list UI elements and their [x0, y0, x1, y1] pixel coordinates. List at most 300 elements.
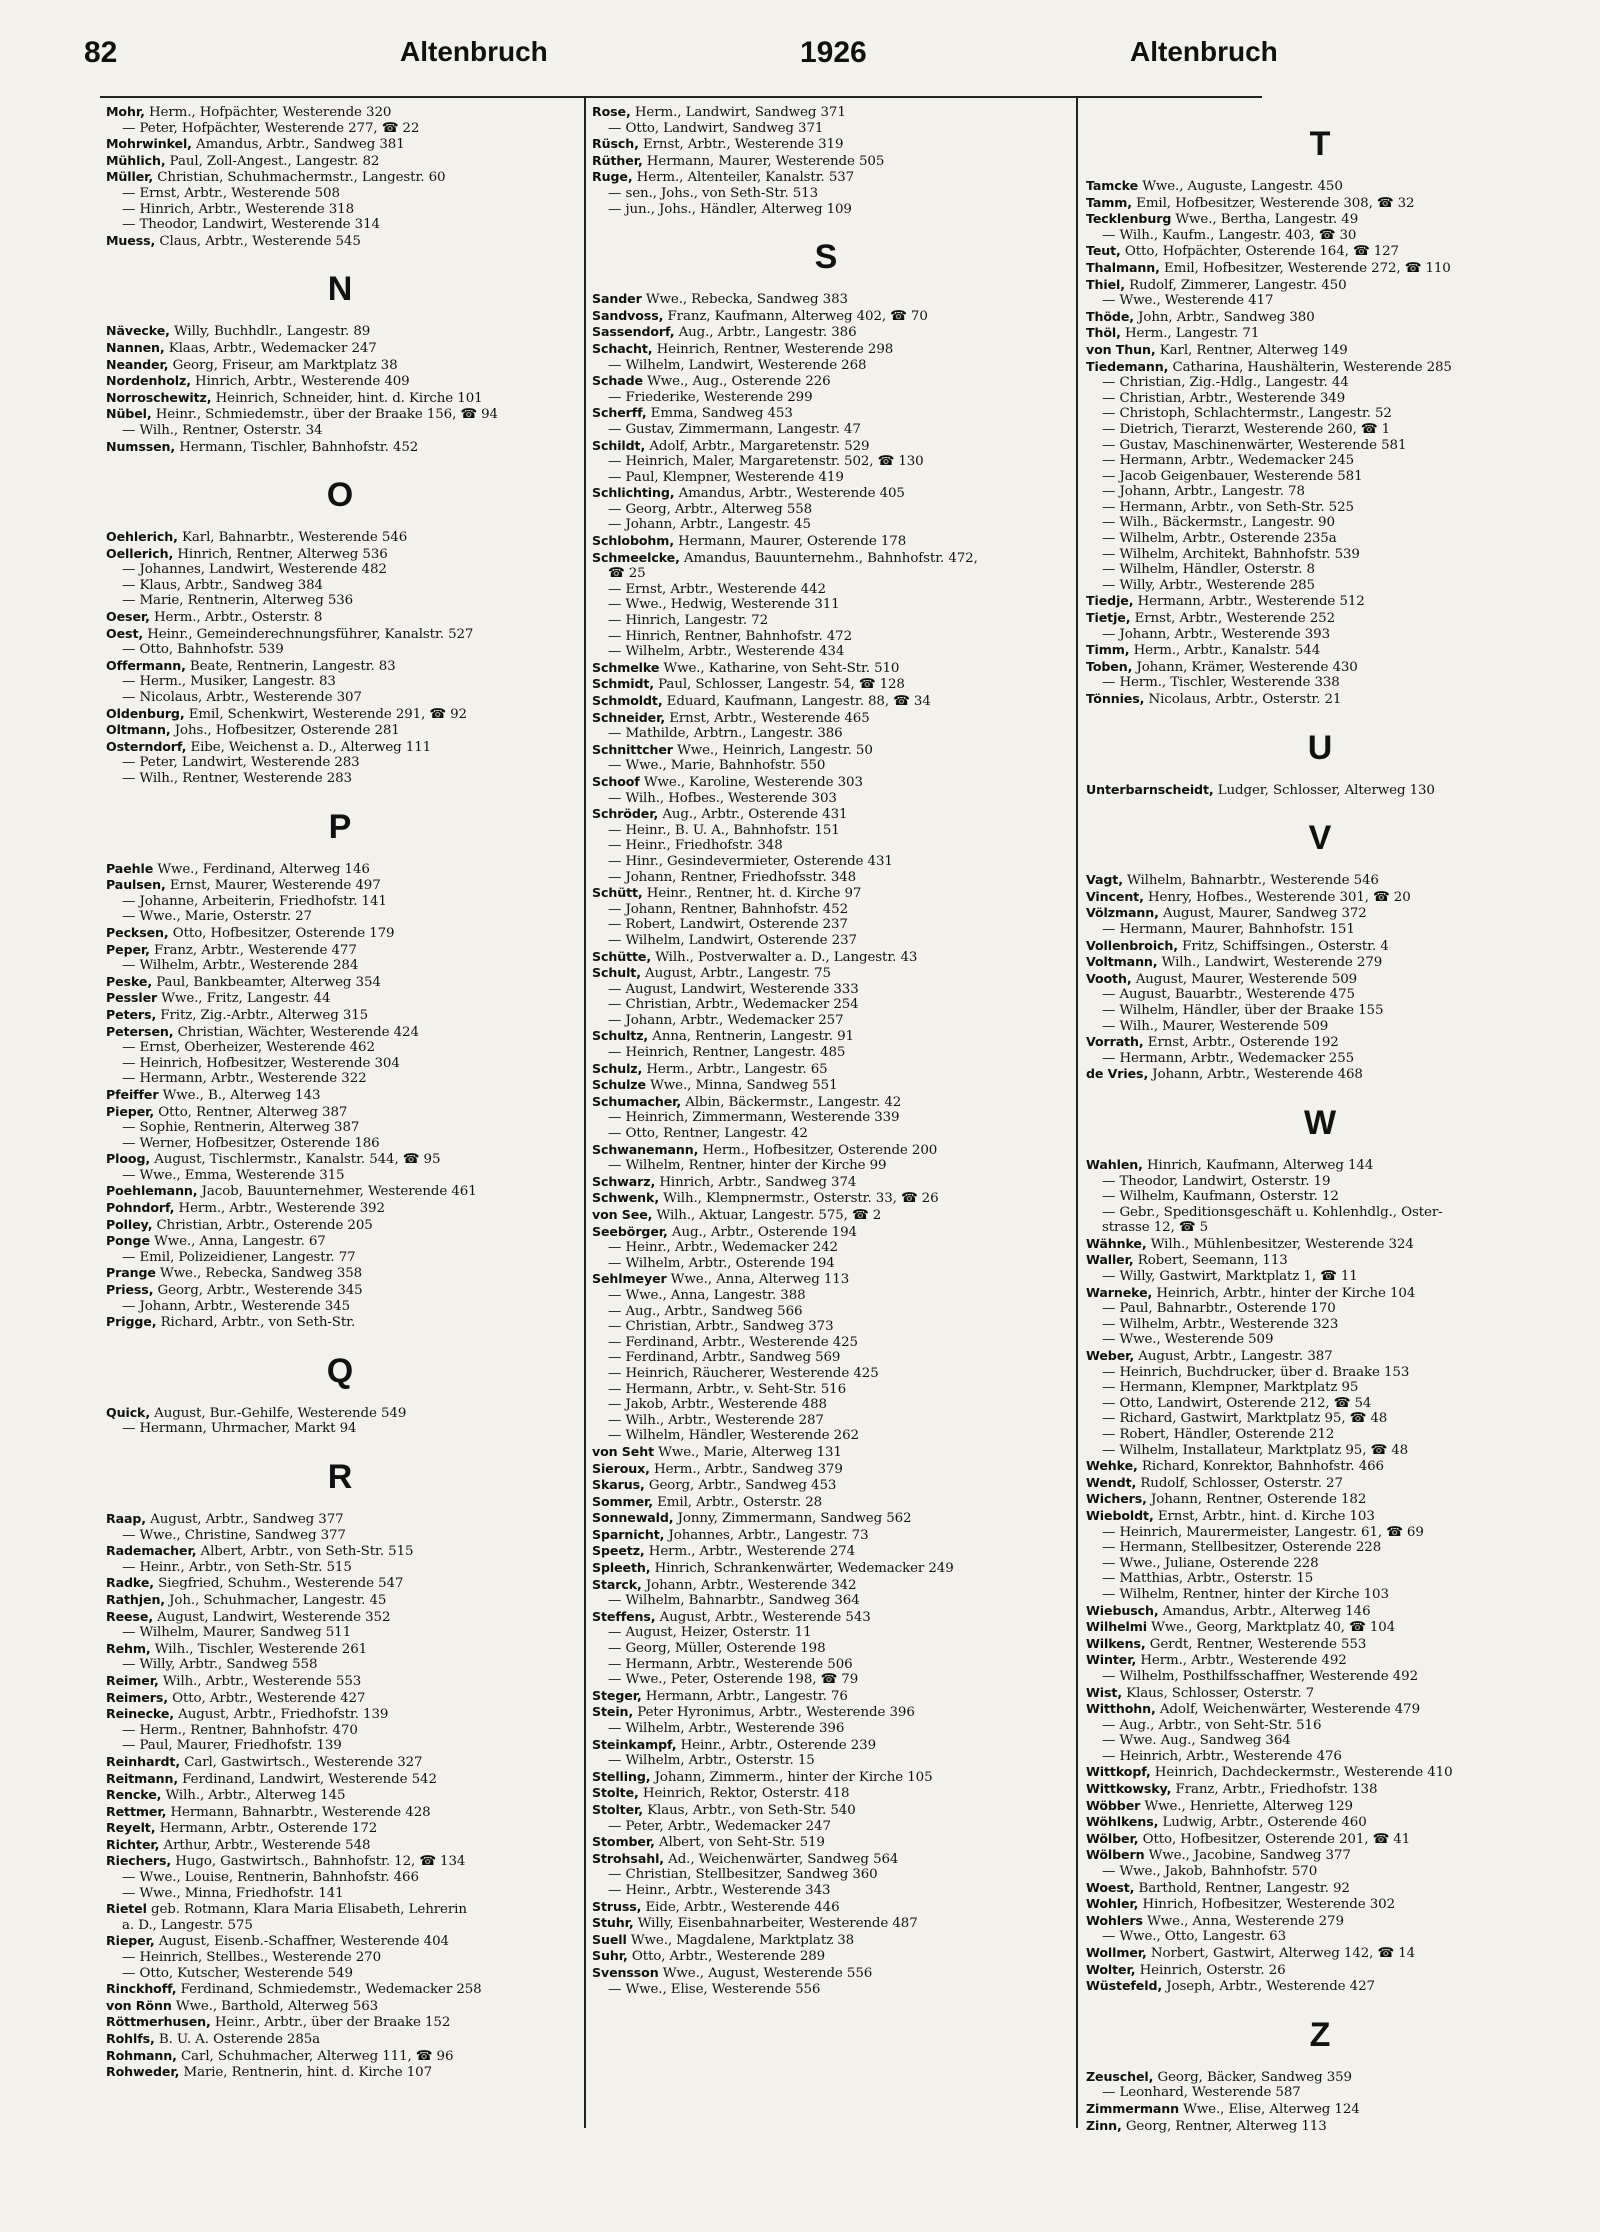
directory-entry	[1086, 1157, 1554, 1174]
directory-entry	[592, 153, 1060, 170]
directory-entry	[592, 1527, 1060, 1544]
entry-surname: Wöbber	[1086, 1797, 1141, 1813]
directory-entry	[592, 660, 1060, 677]
entry-details: Otto, Hofpächter, Osterende 164, ☎ 127	[1120, 244, 1399, 260]
entry-details: — Nicolaus, Arbtr., Westerende 307	[122, 690, 362, 706]
entry-surname: Zimmermann	[1086, 2100, 1179, 2116]
directory-entry	[106, 439, 574, 456]
directory-entry	[106, 658, 574, 675]
entry-surname: Suhr,	[592, 1948, 628, 1964]
entry-details: Wwe., Katharine, von Seht-Str. 510	[659, 660, 900, 676]
sub-entry	[106, 958, 574, 974]
directory-entry	[106, 974, 574, 991]
sub-entry	[106, 423, 574, 439]
entry-details: — Richard, Gastwirt, Marktplatz 95, ☎ 48	[1102, 1411, 1388, 1427]
entry-details: Emil, Schenkwirt, Westerende 291, ☎ 92	[184, 706, 467, 722]
sub-entry	[1086, 675, 1554, 691]
sub-entry	[592, 121, 1060, 137]
entry-details: Wilh., Postverwalter a. D., Langestr. 43	[651, 949, 918, 965]
entry-surname: Reimers,	[106, 1689, 168, 1705]
entry-details: Willy, Eisenbahnarbeiter, Westerende 487	[633, 1916, 918, 1932]
sub-entry	[106, 121, 574, 137]
entry-details: — Wilh., Maurer, Westerende 509	[1102, 1018, 1329, 1034]
sub-entry	[106, 1950, 574, 1966]
entry-details: — Wilhelm, Arbtr., Osterstr. 15	[608, 1753, 815, 1769]
entry-surname: Schulz,	[592, 1060, 643, 1076]
directory-entry	[592, 1851, 1060, 1868]
directory-entry	[592, 1224, 1060, 1241]
directory-entry	[106, 1837, 574, 1854]
entry-details: — Aug., Arbtr., Sandweg 566	[608, 1303, 803, 1319]
directory-entry	[1086, 277, 1554, 294]
entry-details: — Johann, Rentner, Bahnhofstr. 452	[608, 901, 849, 917]
section-letter-p: P	[328, 807, 352, 846]
entry-details: Anna, Rentnerin, Langestr. 91	[648, 1029, 854, 1045]
entry-details: B. U. A. Osterende 285a	[154, 2032, 321, 2047]
entry-details: Siegfried, Schuhm., Westerende 547	[153, 1576, 404, 1592]
entry-surname: Nordenholz,	[106, 373, 191, 389]
entry-details: — Marie, Rentnerin, Alterweg 536	[122, 593, 354, 609]
directory-entry	[106, 1592, 574, 1609]
entry-details: Hermann, Maurer, Osterende 178	[674, 534, 907, 550]
entry-surname: Vorrath,	[1086, 1034, 1144, 1050]
sub-entry	[592, 1413, 1060, 1429]
entry-surname: Thiel,	[1086, 276, 1125, 292]
entry-surname: Unterbarnscheidt,	[1086, 781, 1214, 797]
sub-entry	[1086, 1540, 1554, 1556]
entry-details: — Hinrich, Rentner, Bahnhofstr. 472	[608, 628, 853, 644]
sub-entry	[106, 186, 574, 202]
sub-entry	[106, 1625, 574, 1641]
entry-surname: Tietje,	[1086, 610, 1131, 626]
sub-entry	[592, 1982, 1060, 1998]
entry-details: Emil, Hofbesitzer, Westerende 272, ☎ 110	[1159, 260, 1451, 276]
sub-entry	[592, 454, 1060, 470]
sub-entry	[592, 1013, 1060, 1029]
sub-entry	[106, 202, 574, 218]
entry-details: Robert, Seemann, 113	[1133, 1253, 1288, 1269]
entry-details: — Wwe., Hedwig, Westerende 311	[608, 597, 840, 613]
entry-details: John, Arbtr., Sandweg 380	[1133, 309, 1315, 325]
directory-entry	[106, 1104, 574, 1121]
entry-details: — Otto, Bahnhofstr. 539	[122, 642, 284, 658]
entry-details: — August, Heizer, Osterstr. 11	[608, 1625, 812, 1641]
entry-details: Otto, Hofbesitzer, Osterende 179	[168, 925, 395, 941]
entry-surname: Röttmerhusen,	[106, 2014, 211, 2030]
entry-surname: Offermann,	[106, 657, 186, 673]
entry-details: — Ferdinand, Arbtr., Westerende 425	[608, 1334, 858, 1350]
entry-details: Heinr., Schmiedemstr., über der Braake 156, ☎ 94	[151, 407, 498, 423]
sub-entry	[106, 771, 574, 787]
entry-details: — Georg, Arbtr., Alterweg 558	[608, 501, 813, 517]
entry-details: Ferdinand, Schmiedemstr., Wedemacker 258	[176, 1982, 482, 1998]
directory-entry	[106, 1853, 574, 1870]
entry-surname: Paehle	[106, 860, 154, 876]
directory-entry	[592, 1899, 1060, 1916]
directory-entry	[106, 1820, 574, 1837]
sub-entry	[106, 562, 574, 578]
entry-surname: Starck,	[592, 1576, 642, 1592]
entry-surname: Rohlfs,	[106, 2031, 155, 2046]
entry-details: — Wilhelm, Arbtr., Westerende 284	[122, 958, 359, 974]
sub-entry	[1086, 391, 1554, 407]
directory-entry	[106, 1007, 574, 1024]
entry-details: — Peter, Hofpächter, Westerende 277, ☎ 22	[122, 120, 420, 136]
entry-details: Eide, Arbtr., Westerende 446	[641, 1899, 840, 1915]
entry-surname: Sieroux,	[592, 1460, 650, 1476]
entry-details: Otto, Arbtr., Westerende 427	[167, 1690, 366, 1706]
entry-surname: Pieper,	[106, 1103, 155, 1119]
directory-entry	[592, 1077, 1060, 1094]
sub-entry	[592, 1288, 1060, 1304]
directory-entry	[1086, 971, 1554, 988]
entry-details: Hinrich, Kaufmann, Alterweg 144	[1142, 1157, 1374, 1173]
entry-details: Georg, Arbtr., Sandweg 453	[644, 1478, 837, 1494]
directory-entry	[1086, 1458, 1554, 1475]
entry-details: — Wwe., Marie, Osterstr. 27	[122, 909, 312, 925]
entry-surname: Petersen,	[106, 1023, 174, 1039]
entry-details: Ernst, Arbtr., Westerende 319	[638, 137, 844, 153]
entry-surname: Peper,	[106, 941, 150, 957]
directory-entry	[106, 1200, 574, 1217]
entry-details: — Heinr., Arbtr., Wedemacker 242	[608, 1240, 838, 1256]
entry-details: August, Maurer, Sandweg 372	[1158, 906, 1367, 922]
directory-entry	[106, 722, 574, 739]
entry-surname: Rademacher,	[106, 1543, 197, 1559]
entry-details: Marie, Rentnerin, hint. d. Kirche 107	[179, 2065, 433, 2081]
entry-details: — Christian, Arbtr., Westerende 349	[1102, 390, 1346, 406]
entry-surname: Thöde,	[1086, 308, 1134, 324]
directory-entry	[1086, 1475, 1554, 1492]
entry-details: — Wilhelm, Installateur, Marktplatz 95, ☎ 48	[1102, 1442, 1409, 1458]
directory-entry	[1086, 243, 1554, 260]
entry-details: — Hermann, Klempner, Marktplatz 95	[1102, 1380, 1359, 1396]
entry-details: — Wilhelm, Landwirt, Westerende 268	[608, 357, 867, 373]
entry-details: Otto, Hofbesitzer, Osterende 201, ☎ 41	[1138, 1831, 1411, 1847]
entry-details: Wilh., Arbtr., Alterweg 145	[161, 1788, 346, 1804]
entry-details: — Wilhelm, Händler, über der Braake 155	[1102, 1002, 1384, 1018]
entry-details: — Heinr., Arbtr., Westerende 343	[608, 1882, 831, 1898]
entry-details: Albert, von Seht-Str. 519	[654, 1835, 825, 1851]
sub-entry	[106, 1168, 574, 1184]
entry-details: — Aug., Arbtr., von Seht-Str. 516	[1102, 1717, 1322, 1733]
directory-entry	[592, 1444, 1060, 1461]
entry-details: Christian, Schuhmachermstr., Langestr. 60	[153, 170, 446, 186]
entry-details: Heinrich, Arbtr., hinter der Kirche 104	[1152, 1285, 1416, 1301]
entry-surname: Steger,	[592, 1687, 642, 1703]
directory-entry	[1086, 1034, 1554, 1051]
entry-surname: Neander,	[106, 356, 169, 372]
sub-entry	[1086, 627, 1554, 643]
entry-details: — Ernst, Arbtr., Westerende 508	[122, 185, 340, 201]
entry-surname: Oehlerich,	[106, 529, 178, 545]
directory-column-2	[592, 104, 1060, 1997]
directory-entry	[592, 1704, 1060, 1721]
entry-surname: Norroschewitz,	[106, 389, 212, 405]
entry-surname: Scherff,	[592, 405, 647, 421]
entry-surname: Schneider,	[592, 709, 666, 725]
entry-details: — Heinrich, Stellbes., Westerende 270	[122, 1950, 381, 1966]
entry-surname: Prange	[106, 1265, 156, 1281]
entry-surname: Reitmann,	[106, 1770, 179, 1786]
entry-surname: Pessler	[106, 990, 158, 1006]
directory-entry	[592, 405, 1060, 422]
directory-entry	[106, 390, 574, 407]
entry-details: Wwe., August, Westerende 556	[658, 1965, 873, 1981]
sub-entry	[1086, 1556, 1554, 1572]
entry-surname: Rehm,	[106, 1640, 151, 1656]
entry-surname: Mohr,	[106, 104, 145, 119]
entry-details: Amandus, Arbtr., Sandweg 381	[191, 137, 405, 153]
entry-surname: Schwanemann,	[592, 1141, 699, 1157]
directory-entry	[592, 1737, 1060, 1754]
entry-details: — Wilhelm, Händler, Osterstr. 8	[1102, 562, 1315, 578]
entry-surname: Woest,	[1086, 1879, 1135, 1895]
directory-entry	[106, 1282, 574, 1299]
entry-surname: Stolte,	[592, 1785, 639, 1801]
entry-details: Ad., Weichenwärter, Sandweg 564	[663, 1851, 899, 1867]
entry-details: Hermann, Arbtr., Osterende 172	[155, 1821, 378, 1837]
entry-details: Herm., Landwirt, Sandweg 371	[630, 105, 846, 120]
entry-details: — Heinrich, Räucherer, Westerende 425	[608, 1365, 879, 1381]
entry-details: — Otto, Rentner, Langestr. 42	[608, 1126, 808, 1142]
entry-surname: Schwarz,	[592, 1173, 656, 1189]
directory-entry	[106, 609, 574, 626]
sub-entry	[1086, 1929, 1554, 1945]
entry-details: Claus, Arbtr., Westerende 545	[155, 233, 361, 249]
directory-entry	[106, 1217, 574, 1234]
entry-details: Johannes, Arbtr., Langestr. 73	[664, 1527, 869, 1543]
sub-entry	[1086, 1571, 1554, 1587]
directory-entry	[592, 1948, 1060, 1965]
entry-surname: Reinecke,	[106, 1706, 174, 1722]
entry-details: — Herm., Rentner, Bahnhofstr. 470	[122, 1722, 358, 1738]
entry-details: Adolf, Arbtr., Margaretenstr. 529	[645, 438, 870, 454]
entry-details: — Sophie, Rentnerin, Alterweg 387	[122, 1120, 360, 1136]
entry-surname: Skarus,	[592, 1477, 645, 1493]
entry-details: — Hermann, Maurer, Bahnhofstr. 151	[1102, 921, 1355, 937]
sub-entry	[592, 1158, 1060, 1174]
page-number: 82	[84, 36, 118, 69]
directory-entry	[106, 1998, 574, 2015]
entry-surname: Wist,	[1086, 1684, 1123, 1700]
entry-surname: Oltmann,	[106, 722, 171, 738]
entry-details: — Paul, Klempner, Westerende 419	[608, 469, 844, 485]
entry-details: Amandus, Arbtr., Westerende 405	[674, 486, 905, 502]
entry-surname: Wittkowsky,	[1086, 1781, 1172, 1797]
entry-details: — Otto, Landwirt, Osterende 212, ☎ 54	[1102, 1395, 1372, 1411]
sub-entry	[106, 593, 574, 609]
entry-details: Christian, Wächter, Westerende 424	[173, 1024, 419, 1040]
entry-details: Paul, Schlosser, Langestr. 54, ☎ 128	[653, 677, 905, 693]
entry-details: Ernst, Arbtr., Osterende 192	[1143, 1035, 1339, 1051]
entry-details: Ernst, Arbtr., Westerende 252	[1130, 611, 1336, 627]
entry-details: Johann, Krämer, Westerende 430	[1132, 659, 1358, 675]
entry-surname: Pecksen,	[106, 924, 169, 940]
entry-surname: Raap,	[106, 1511, 146, 1526]
directory-entry	[106, 233, 574, 250]
entry-details: — Wwe., Juliane, Osterende 228	[1102, 1555, 1319, 1571]
entry-details: — sen., Johs., von Seth-Str. 513	[608, 185, 819, 201]
entry-surname: Oellerich,	[106, 545, 174, 561]
entry-surname: Vagt,	[1086, 872, 1123, 888]
entry-details: Franz, Arbtr., Westerende 477	[149, 942, 357, 958]
directory-entry	[592, 676, 1060, 693]
entry-surname: Tiedje,	[1086, 593, 1134, 609]
sub-entry	[1086, 1380, 1554, 1396]
entry-surname: Schildt,	[592, 437, 646, 453]
sub-entry	[1086, 293, 1554, 309]
entry-details: Paul, Zoll-Angest., Langestr. 82	[165, 153, 380, 169]
directory-entry	[592, 1494, 1060, 1511]
entry-details: Wwe., Marie, Alterweg 131	[654, 1444, 842, 1460]
entry-surname: von See,	[592, 1207, 653, 1222]
entry-surname: Müller,	[106, 169, 154, 185]
entry-surname: Richter,	[106, 1836, 160, 1852]
entry-surname: Warneke,	[1086, 1284, 1153, 1300]
entry-details: — Johann, Rentner, Friedhofsstr. 348	[608, 869, 857, 885]
entry-details: — Georg, Müller, Osterende 198	[608, 1641, 826, 1657]
entry-details: Georg, Bäcker, Sandweg 359	[1153, 2069, 1352, 2085]
directory-entry	[1086, 2101, 1554, 2118]
entry-details: — Wwe., Louise, Rentnerin, Bahnhofstr. 466	[122, 1870, 419, 1886]
entry-details: — Emil, Polizeidiener, Langestr. 77	[122, 1249, 356, 1265]
sub-entry	[1086, 1443, 1554, 1459]
entry-details: — August, Landwirt, Westerende 333	[608, 981, 859, 997]
sub-entry	[106, 1299, 574, 1315]
entry-surname: Sehlmeyer	[592, 1271, 667, 1287]
entry-details: Wilh., Mühlenbesitzer, Westerende 324	[1146, 1236, 1414, 1252]
entry-details: Emil, Arbtr., Osterstr. 28	[652, 1494, 823, 1510]
directory-entry	[106, 990, 574, 1007]
directory-entry	[106, 1314, 574, 1331]
sub-entry	[1086, 1003, 1554, 1019]
entry-surname: Nübel,	[106, 406, 152, 422]
directory-entry	[592, 533, 1060, 550]
sub-entry	[1086, 531, 1554, 547]
sub-entry	[106, 1870, 574, 1886]
entry-details: Hinrich, Arbtr., Sandweg 374	[655, 1174, 857, 1190]
entry-details: Aug., Arbtr., Langestr. 386	[674, 325, 857, 341]
entry-details: Fritz, Schiffsingen., Osterstr. 4	[1177, 938, 1389, 954]
entry-surname: Reyelt,	[106, 1820, 156, 1836]
entry-details: Johann, Zimmerm., hinter der Kirche 105	[650, 1769, 933, 1785]
directory-entry	[106, 2014, 574, 2031]
entry-details: — Wwe., Minna, Friedhofstr. 141	[122, 1885, 344, 1901]
entry-details: Herm., Arbtr., Westerende 392	[174, 1201, 385, 1217]
sub-entry	[592, 1350, 1060, 1366]
directory-entry	[106, 1787, 574, 1804]
sub-entry	[1086, 1174, 1554, 1190]
entry-details: Albert, Arbtr., von Seth-Str. 515	[196, 1544, 414, 1560]
entry-surname: Quick,	[106, 1404, 151, 1420]
sub-entry	[106, 1056, 574, 1072]
entry-details: — Ernst, Arbtr., Westerende 442	[608, 581, 826, 597]
directory-entry	[106, 1641, 574, 1658]
sub-entry	[592, 933, 1060, 949]
directory-entry	[592, 136, 1060, 153]
entry-surname: Reese,	[106, 1608, 154, 1624]
entry-surname: de Vries,	[1086, 1066, 1149, 1082]
sub-entry	[592, 823, 1060, 839]
entry-details: — Wilh., Rentner, Osterstr. 34	[122, 422, 323, 438]
entry-details: — Heinr., Arbtr., von Seth-Str. 515	[122, 1559, 352, 1575]
sub-entry	[592, 758, 1060, 774]
entry-details: — Heinrich, Rentner, Langestr. 485	[608, 1045, 846, 1061]
directory-entry	[1086, 1252, 1554, 1269]
sub-entry	[1086, 1525, 1554, 1541]
entry-details: — Gustav, Maschinenwärter, Westerende 581	[1102, 437, 1407, 453]
entry-surname: Thöl,	[1086, 325, 1121, 341]
entry-details: — Wilh., Hofbes., Westerende 303	[608, 790, 837, 806]
directory-entry	[1086, 1348, 1554, 1365]
entry-details: — Otto, Landwirt, Sandweg 371	[608, 120, 824, 136]
entry-details: Franz, Arbtr., Friedhofstr. 138	[1171, 1782, 1378, 1798]
sub-entry	[1086, 1718, 1554, 1734]
entry-surname: Rohmann,	[106, 2047, 177, 2063]
directory-entry	[592, 710, 1060, 727]
entry-details: — Hermann, Stellbesitzer, Osterende 228	[1102, 1540, 1382, 1556]
directory-entry	[1086, 178, 1554, 195]
entry-details: — Wwe., Elise, Westerende 556	[608, 1981, 821, 1997]
entry-surname: Suell	[592, 1931, 627, 1947]
section-letter-r: R	[327, 1458, 353, 1496]
entry-surname: Schütt,	[592, 885, 643, 901]
sub-entry	[1086, 1733, 1554, 1749]
entry-surname: Tönnies,	[1086, 691, 1145, 706]
directory-entry	[1086, 2118, 1554, 2135]
entry-details: Heinrich, Rentner, Westerende 298	[652, 341, 894, 357]
directory-entry	[592, 1802, 1060, 1819]
entry-details: — Christian, Arbtr., Sandweg 373	[608, 1319, 834, 1335]
directory-entry	[592, 1785, 1060, 1802]
entry-details: Barthold, Rentner, Langestr. 92	[1134, 1880, 1350, 1896]
entry-details: Ernst, Arbtr., Westerende 465	[665, 710, 870, 726]
directory-entry	[106, 104, 574, 121]
entry-details: Herm., Arbtr., Osterstr. 8	[149, 610, 323, 626]
directory-entry	[1086, 905, 1554, 922]
entry-surname: Winter,	[1086, 1652, 1137, 1668]
sub-entry	[1086, 547, 1554, 563]
entry-surname: Wilkens,	[1086, 1635, 1146, 1651]
entry-details: August, Arbtr., Westerende 543	[655, 1609, 871, 1625]
entry-details: Hinrich, Schrankenwärter, Wedemacker 249	[650, 1561, 954, 1577]
entry-details: — Wilhelm, Bahnarbtr., Sandweg 364	[608, 1593, 860, 1609]
directory-entry	[1086, 1814, 1554, 1831]
directory-entry	[592, 291, 1060, 308]
entry-details: Emma, Sandweg 453	[646, 406, 793, 422]
sub-entry	[1086, 438, 1554, 454]
sub-entry	[106, 690, 574, 706]
entry-details: Hinrich, Arbtr., Westerende 409	[190, 374, 410, 390]
section-letter-s: S	[814, 238, 838, 277]
directory-entry	[106, 925, 574, 942]
section-letter-v: V	[1308, 819, 1332, 858]
entry-details: Hermann, Arbtr., Langestr. 76	[641, 1688, 848, 1704]
entry-surname: Schlichting,	[592, 485, 675, 501]
sub-entry	[1086, 987, 1554, 1003]
directory-entry	[1086, 1603, 1554, 1620]
entry-surname: Rieper,	[106, 1933, 155, 1949]
sub-entry	[106, 674, 574, 690]
directory-entry	[592, 1932, 1060, 1949]
entry-surname: Schmidt,	[592, 676, 654, 692]
directory-entry	[106, 153, 574, 170]
entry-surname: Nannen,	[106, 339, 165, 355]
entry-details: Wwe., Ferdinand, Alterweg 146	[153, 861, 370, 877]
entry-details: — Hermann, Arbtr., Westerende 322	[122, 1071, 367, 1087]
entry-details: — Wilhelm, Arbtr., Osterende 235a	[1102, 531, 1337, 547]
